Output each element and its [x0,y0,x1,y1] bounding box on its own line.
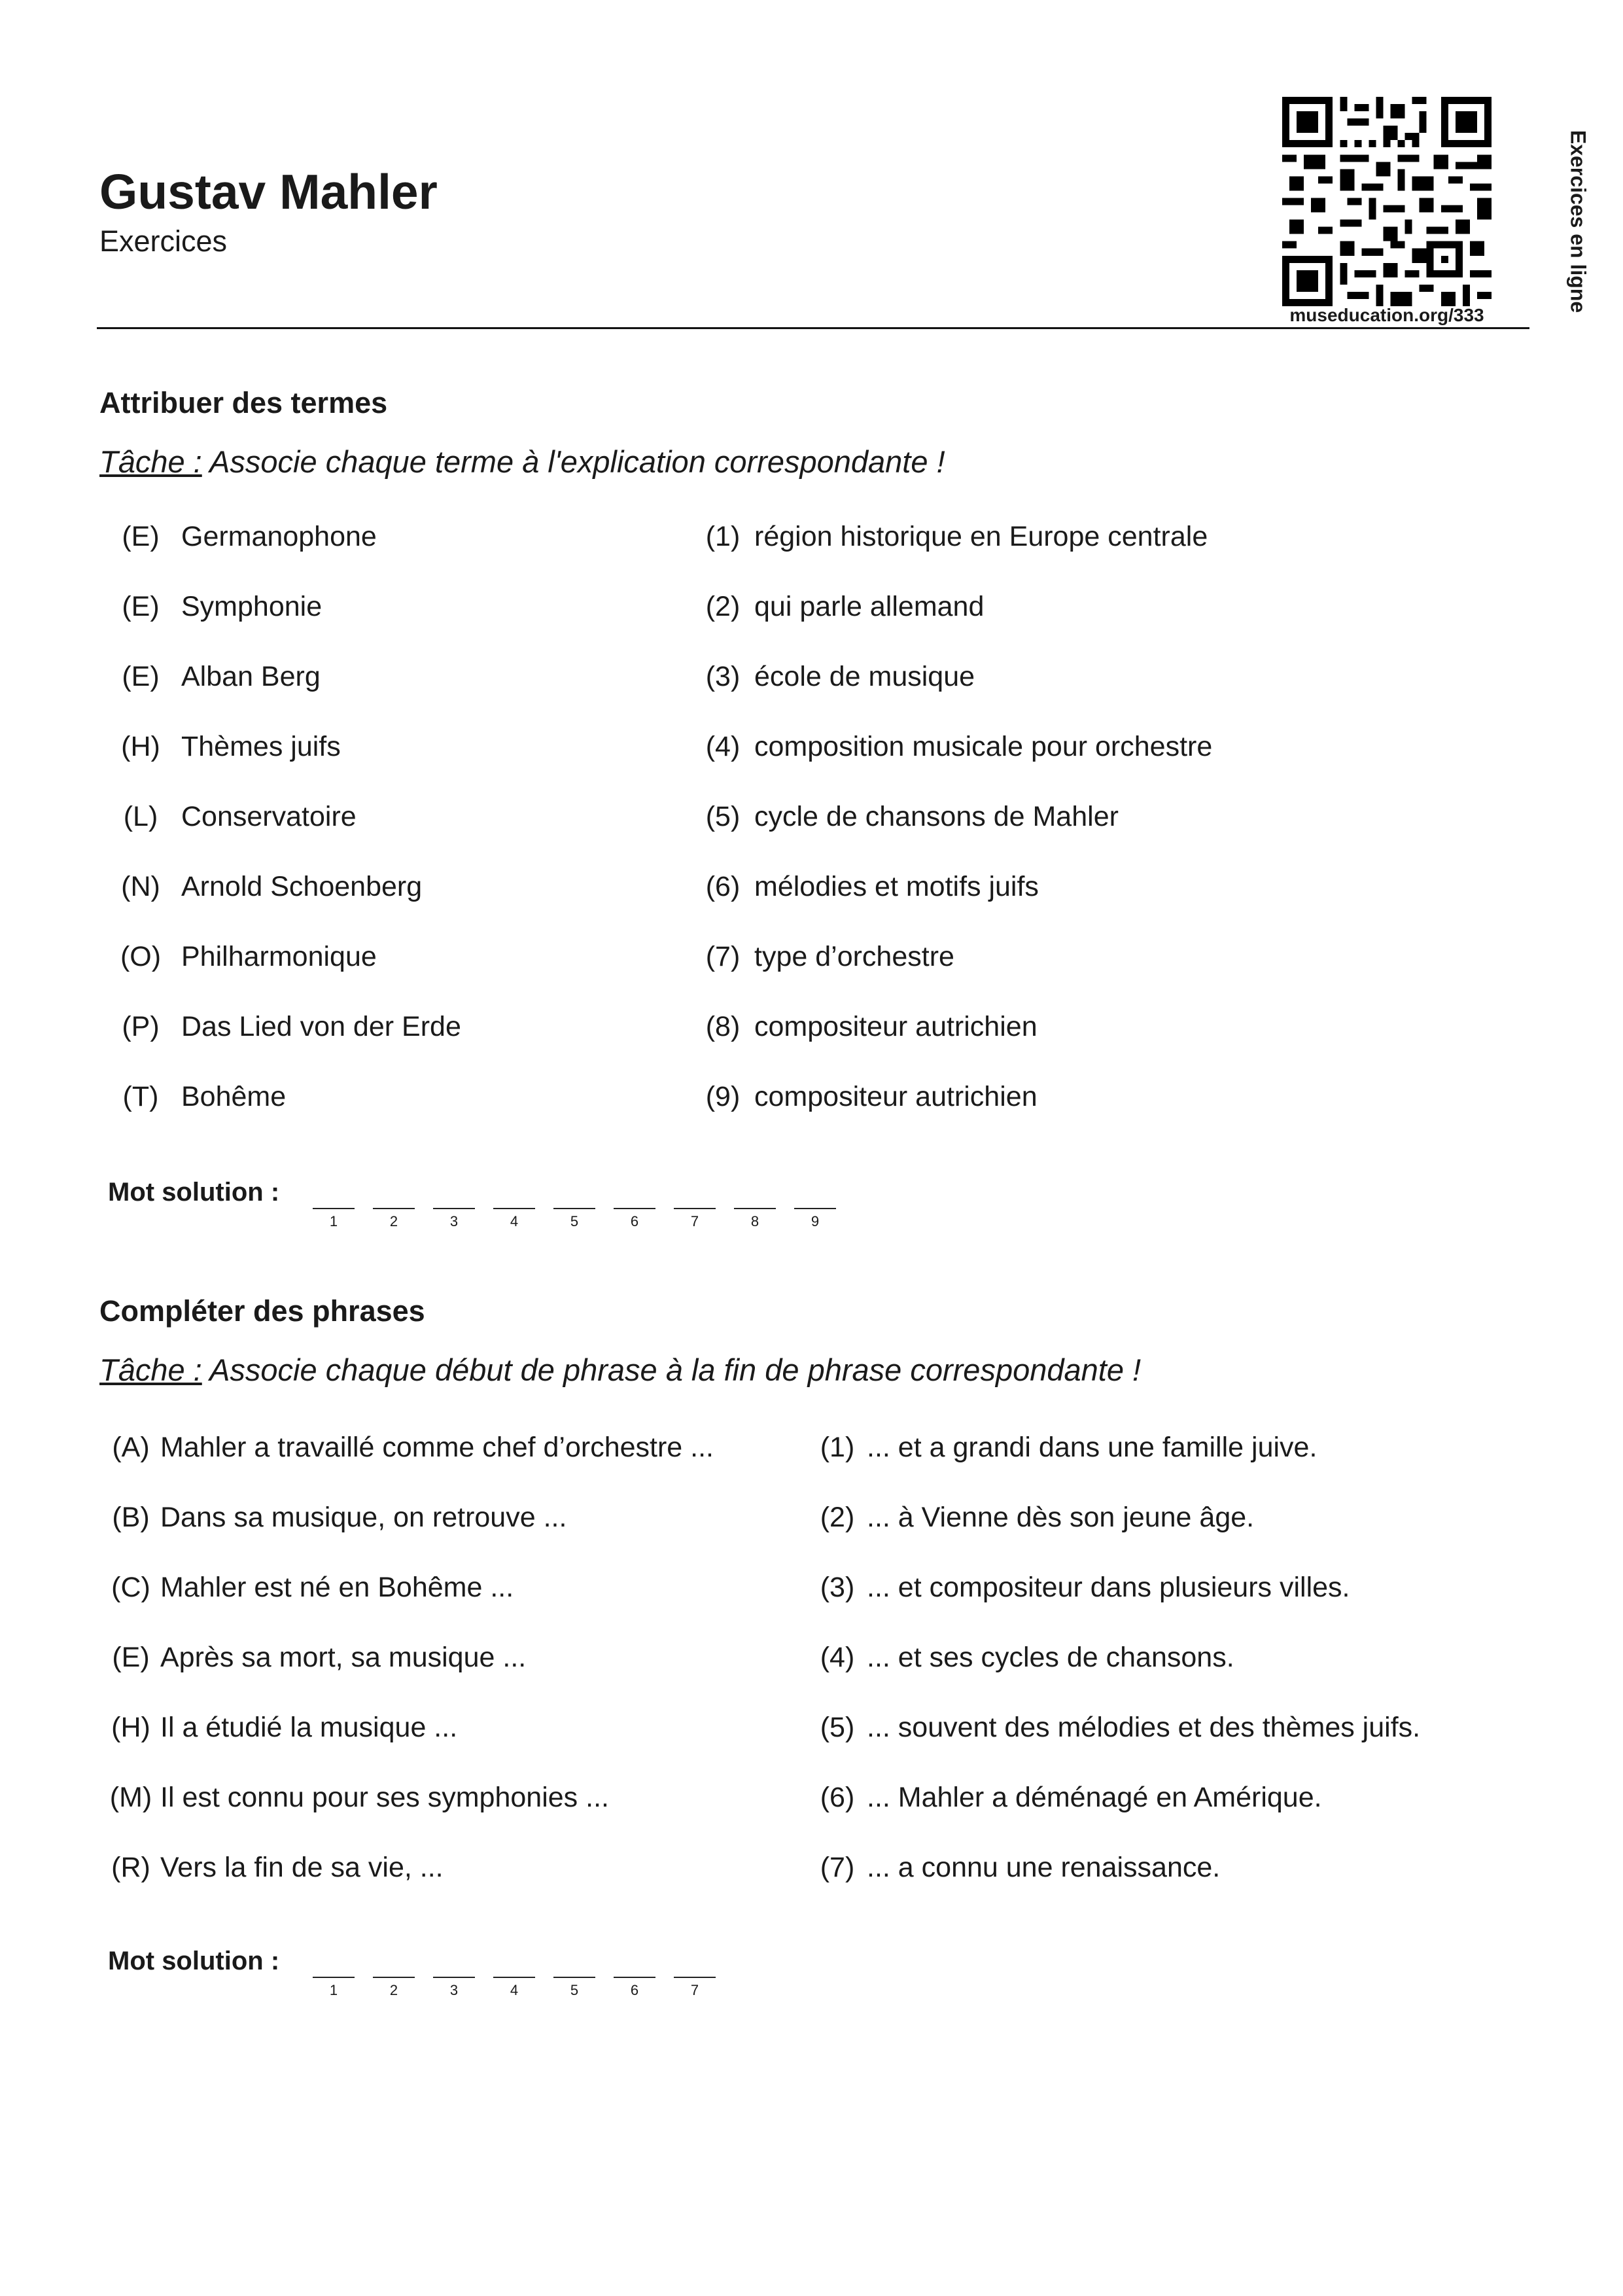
item-text: type d’orchestre [754,941,954,972]
item-code: (7) [705,941,741,972]
item-text: Après sa mort, sa musique ... [160,1642,527,1673]
item-code: (7) [820,1852,855,1883]
item-code: (H) [121,731,160,762]
slot-number: 1 [329,1982,338,1998]
answer-slot[interactable] [493,1977,535,1999]
section-title: Compléter des phrases [99,1294,425,1328]
item-text: qui parle allemand [754,591,985,622]
page-subtitle: Exercices [99,224,228,258]
answer-line [794,1208,836,1209]
item-text: ... et ses cycles de chansons. [867,1642,1234,1673]
item-text: compositeur autrichien [754,1081,1038,1112]
item-text: école de musique [754,661,975,692]
slot-number: 7 [690,1982,699,1998]
answer-line [373,1208,415,1209]
slot-number: 4 [510,1213,519,1229]
item-code: (E) [122,661,160,692]
item-code: (B) [112,1502,150,1533]
item-code: (E) [122,591,160,622]
answer-slot[interactable] [734,1208,776,1230]
item-code: (3) [705,661,741,692]
slot-number: 3 [449,1213,459,1229]
answer-slot[interactable] [433,1208,475,1230]
item-text: Mahler a travaillé comme chef d’orchestre ... [160,1432,714,1463]
item-text: Symphonie [181,591,323,622]
solution-label: Mot solution : [108,1947,280,1975]
item-code: (M) [109,1782,152,1813]
item-code: (A) [112,1432,150,1463]
item-text: compositeur autrichien [754,1011,1038,1042]
item-text: ... à Vienne dès son jeune âge. [867,1502,1255,1533]
item-code: (T) [122,1081,159,1112]
item-text: Germanophone [181,521,377,552]
item-code: (2) [705,591,741,622]
answer-line [734,1208,776,1209]
slot-number: 7 [690,1213,699,1229]
item-text: ... et a grandi dans une famille juive. [867,1432,1318,1463]
answer-line [493,1977,535,1978]
item-code: (1) [705,521,741,552]
item-code: (8) [705,1011,741,1042]
item-text: ... Mahler a déménagé en Amérique. [867,1782,1322,1813]
answer-slot[interactable] [313,1208,355,1230]
slot-number: 3 [449,1982,459,1998]
item-text: Dans sa musique, on retrouve ... [160,1502,567,1533]
answer-slot[interactable] [433,1977,475,1999]
task-label: Tâche : [99,1352,202,1387]
answer-slot[interactable] [614,1977,655,1999]
answer-line [313,1977,355,1978]
item-text: région historique en Europe centrale [754,521,1208,552]
item-text: Conservatoire [181,801,357,832]
answer-slot[interactable] [553,1977,595,1999]
qr-side-label: Exercices en ligne [1566,130,1590,313]
item-code: (O) [120,941,162,972]
item-text: mélodies et motifs juifs [754,871,1039,902]
item-text: Vers la fin de sa vie, ... [160,1852,444,1883]
slot-number: 6 [630,1213,639,1229]
answer-slot[interactable] [674,1977,716,1999]
task-instruction [99,1352,1141,1388]
item-text: ... souvent des mélodies et des thèmes juifs. [867,1712,1421,1743]
item-code: (N) [121,871,160,902]
task-label: Tâche : [99,444,202,479]
slot-number: 1 [329,1213,338,1229]
item-code: (5) [820,1712,855,1743]
answer-line [674,1208,716,1209]
item-text: ... et compositeur dans plusieurs villes. [867,1572,1350,1603]
slot-number: 2 [389,1213,398,1229]
item-code: (3) [820,1572,855,1603]
item-text: Das Lied von der Erde [181,1011,461,1042]
answer-slot[interactable] [794,1208,836,1230]
task-text: Associe chaque terme à l'explication correspondante ! [201,444,945,479]
answer-line [493,1208,535,1209]
answer-slot[interactable] [674,1208,716,1230]
item-code: (5) [705,801,741,832]
header-divider [97,327,1529,329]
slot-number: 6 [630,1982,639,1998]
slot-number: 9 [811,1213,820,1229]
answer-slot[interactable] [553,1208,595,1230]
qr-url[interactable]: museducation.org/333 [1289,305,1484,325]
item-code: (1) [820,1432,855,1463]
item-text: Thèmes juifs [181,731,341,762]
answer-line [614,1977,655,1978]
item-text: Alban Berg [181,661,321,692]
slot-number: 4 [510,1982,519,1998]
item-text: cycle de chansons de Mahler [754,801,1119,832]
answer-line [614,1208,655,1209]
answer-slot[interactable] [313,1977,355,1999]
item-code: (6) [705,871,741,902]
answer-line [313,1208,355,1209]
slot-number: 5 [570,1213,579,1229]
solution-label: Mot solution : [108,1178,280,1207]
item-code: (6) [820,1782,855,1813]
item-code: (H) [111,1712,150,1743]
answer-line [553,1208,595,1209]
item-text: Il est connu pour ses symphonies ... [160,1782,609,1813]
slot-number: 2 [389,1982,398,1998]
item-text: Bohême [181,1081,287,1112]
answer-line [674,1977,716,1978]
item-code: (4) [820,1642,855,1673]
item-text: Arnold Schoenberg [181,871,423,902]
task-instruction [99,444,945,480]
answer-slot[interactable] [493,1208,535,1230]
item-text: composition musicale pour orchestre [754,731,1213,762]
item-code: (P) [122,1011,160,1042]
item-code: (E) [122,521,160,552]
item-text: Il a étudié la musique ... [160,1712,458,1743]
item-code: (R) [111,1852,150,1883]
slot-number: 5 [570,1982,579,1998]
answer-slot[interactable] [614,1208,655,1230]
slot-number: 8 [750,1213,759,1229]
task-text: Associe chaque début de phrase à la fin de phrase correspondante ! [201,1352,1142,1387]
answer-line [553,1977,595,1978]
item-text: Philharmonique [181,941,377,972]
answer-slot[interactable] [373,1208,415,1230]
item-text: Mahler est né en Bohême ... [160,1572,514,1603]
answer-slot[interactable] [373,1977,415,1999]
item-text: ... a connu une renaissance. [867,1852,1221,1883]
page-title: Gustav Mahler [99,164,438,219]
qr-code-icon[interactable] [1282,97,1492,306]
item-code: (L) [123,801,158,832]
answer-line [373,1977,415,1978]
item-code: (4) [705,731,741,762]
section-title: Attribuer des termes [99,386,388,419]
item-code: (E) [112,1642,150,1673]
item-code: (2) [820,1502,855,1533]
answer-line [433,1208,475,1209]
answer-line [433,1977,475,1978]
item-code: (9) [705,1081,741,1112]
item-code: (C) [111,1572,150,1603]
